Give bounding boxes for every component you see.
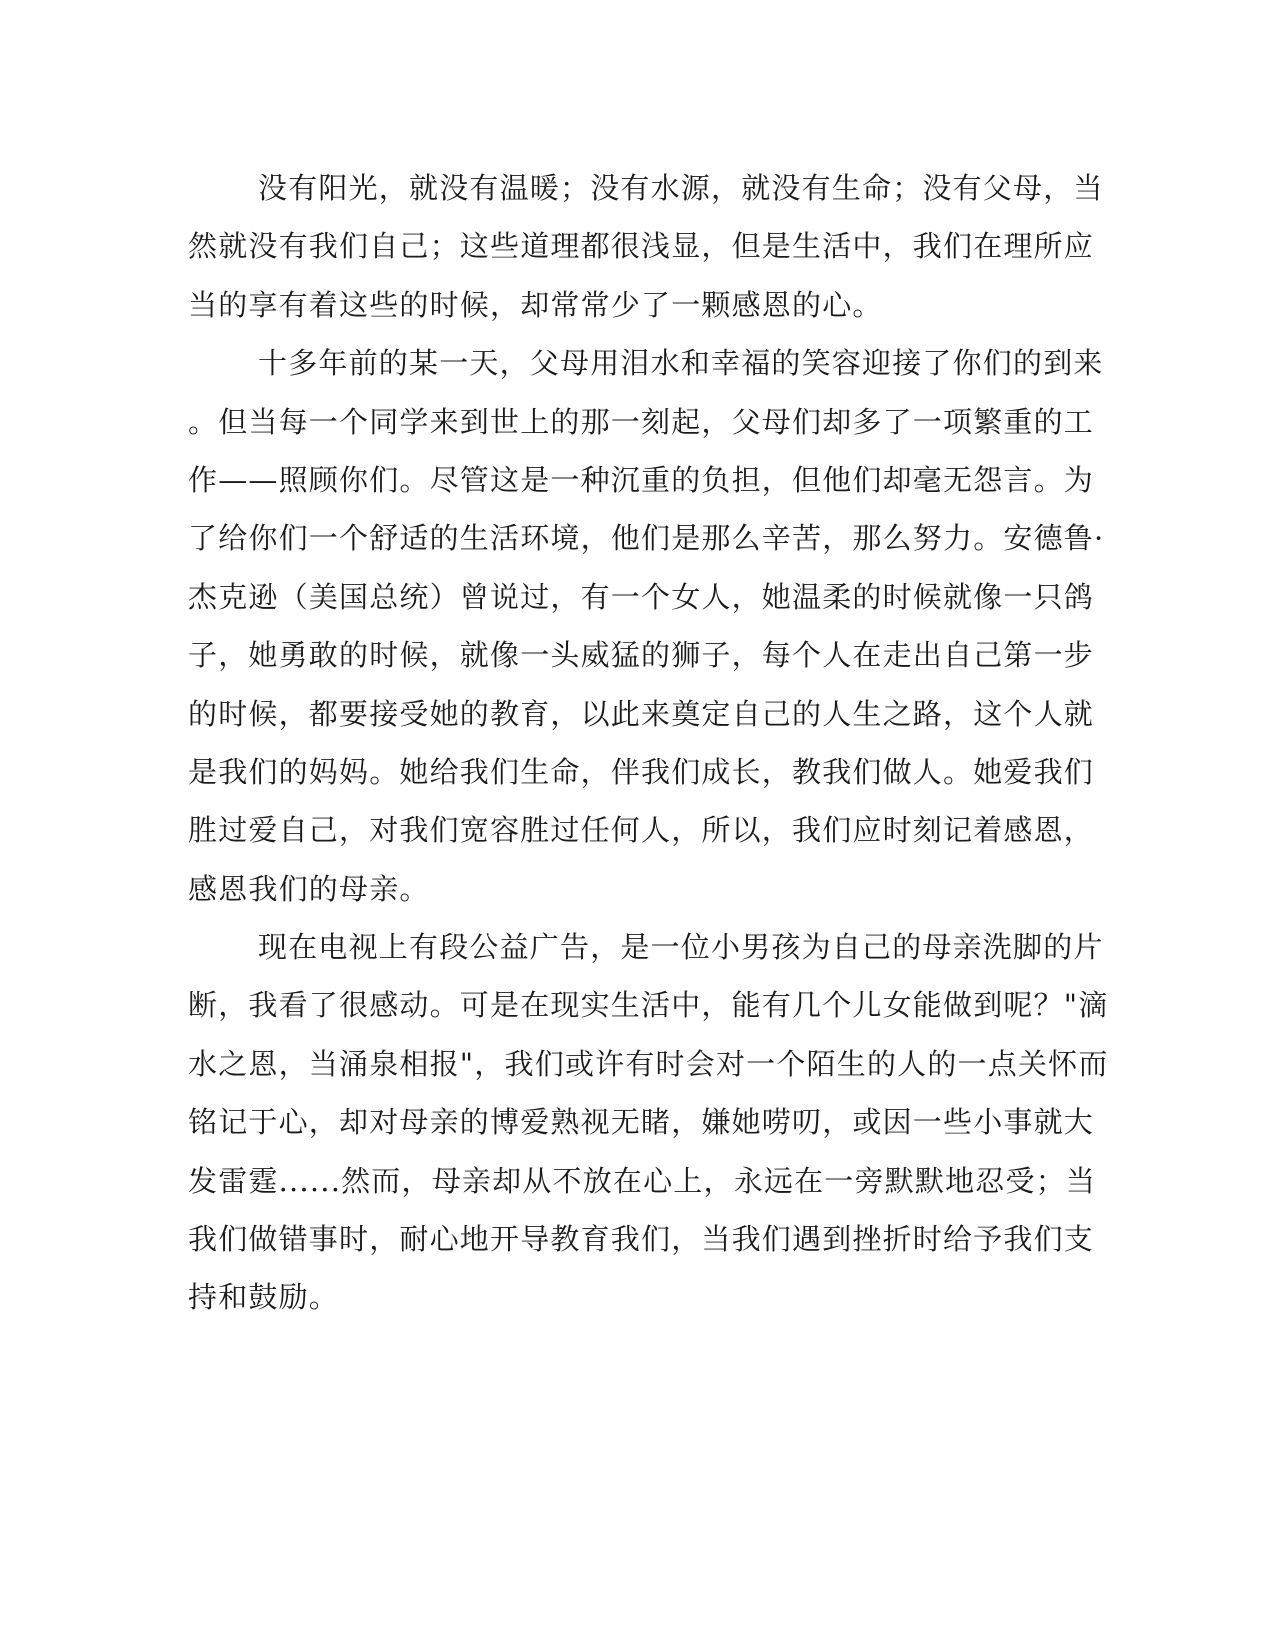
text-line: 持和鼓励。 [188,1280,340,1315]
text-line: 然就没有我们自己；这些道理都很浅显，但是生活中，我们在理所应 [188,229,1095,264]
text-line: 铭记于心，却对母亲的博爱熟视无睹，嫌她唠叨，或因一些小事就大 [188,1105,1095,1140]
paragraph-1 [188,159,1104,334]
text-line: 十多年前的某一天，父母用泪水和幸福的笑容迎接了你们的到来 [258,346,1104,381]
document-body [188,159,1109,1327]
text-line: 断，我看了很感动。可是在现实生活中，能有几个儿女能做到呢？"滴 [188,988,1109,1023]
paragraph-3 [188,918,1109,1327]
paragraph-2 [188,334,1105,918]
text-line: 杰克逊（美国总统）曾说过，有一个女人，她温柔的时候就像一只鸽 [188,579,1095,614]
text-line: 胜过爱自己，对我们宽容胜过任何人，所以，我们应时刻记着感恩， [188,813,1095,848]
text-line: 的时候，都要接受她的教育，以此来奠定自己的人生之路，这个人就 [188,696,1095,731]
text-line: 感恩我们的母亲。 [188,871,430,906]
text-line: 没有阳光，就没有温暖；没有水源，就没有生命；没有父母，当 [258,171,1104,205]
text-line: 子，她勇敢的时候，就像一头威猛的狮子，每个人在走出自己第一步 [188,638,1095,673]
text-line: 当的享有着这些的时候，却常常少了一颗感恩的心。 [188,287,883,322]
text-line: 了给你们一个舒适的生活环境，他们是那么辛苦，那么努力。安德鲁· [188,521,1105,556]
text-line: 。但当每一个同学来到世上的那一刻起，父母们却多了一项繁重的工 [188,404,1095,439]
text-line: 水之恩，当涌泉相报"，我们或许有时会对一个陌生的人的一点关怀而 [188,1046,1109,1081]
text-line: 是我们的妈妈。她给我们生命，伴我们成长，教我们做人。她爱我们 [188,754,1095,789]
text-line: 发雷霆......然而，母亲却从不放在心上，永远在一旁默默地忍受；当 [188,1163,1097,1198]
text-line: 现在电视上有段公益广告，是一位小男孩为自己的母亲洗脚的片 [258,930,1104,965]
text-line: 作——照顾你们。尽管这是一种沉重的负担，但他们却毫无怨言。为 [188,462,1095,497]
text-line: 我们做错事时，耐心地开导教育我们，当我们遇到挫折时给予我们支 [188,1222,1095,1257]
